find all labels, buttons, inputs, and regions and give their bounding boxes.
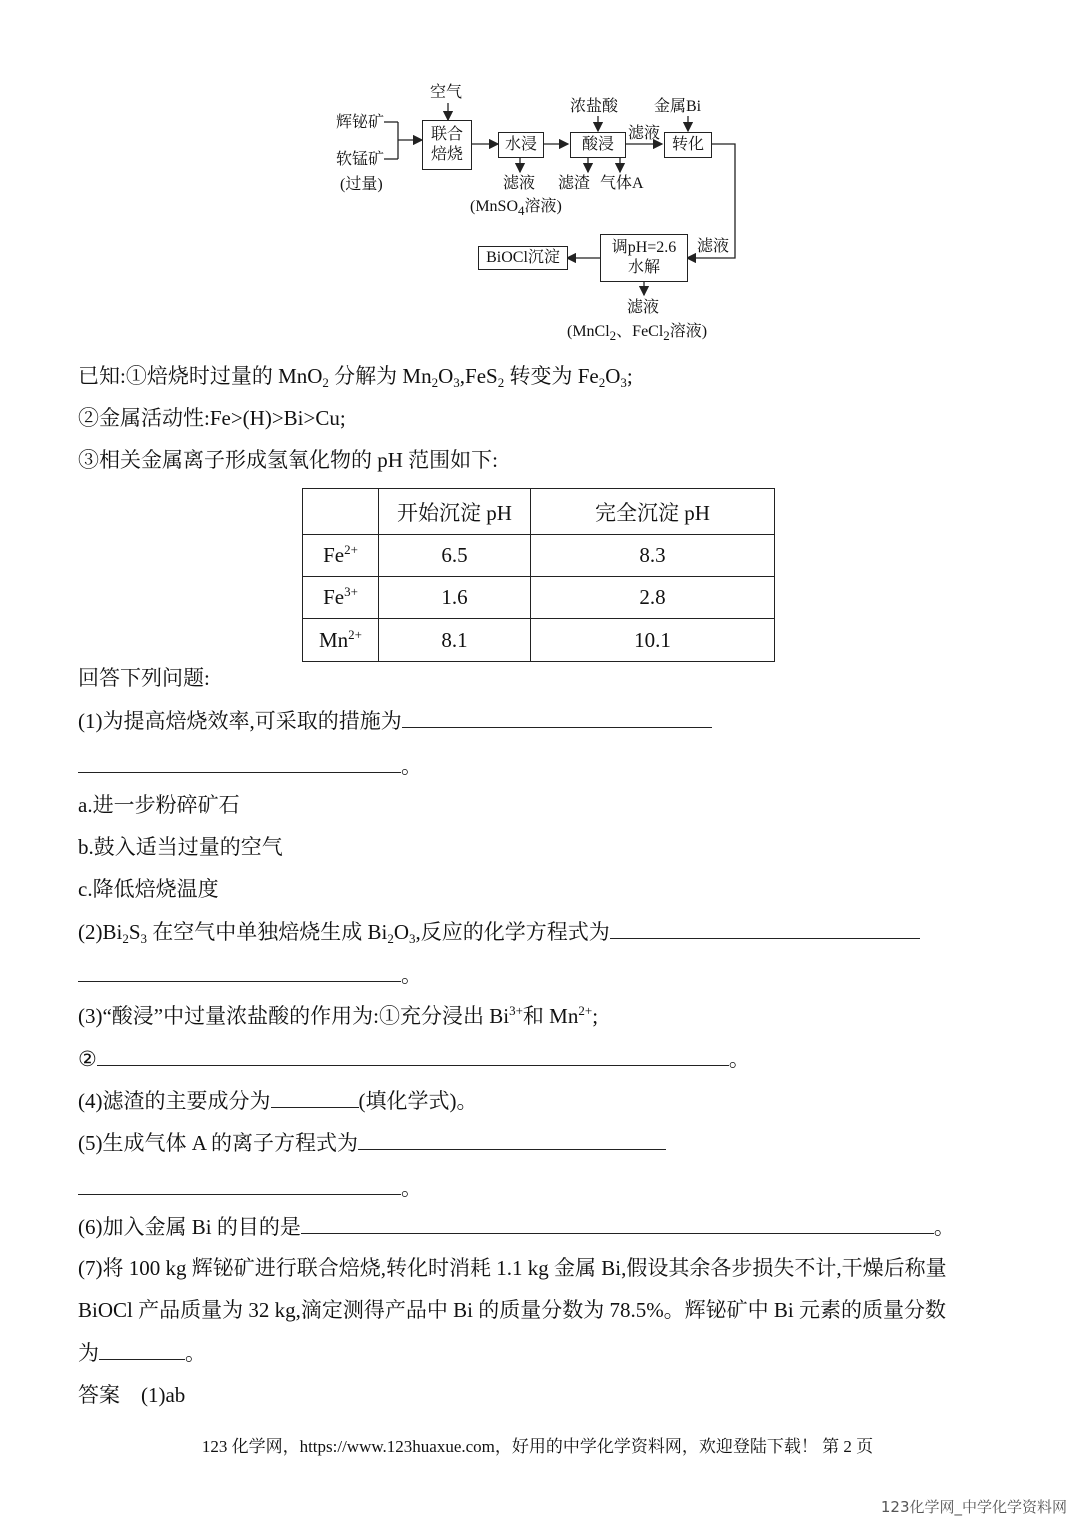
answer-blank[interactable]	[402, 707, 712, 728]
header-full-ph: 完全沉淀 pH	[531, 489, 775, 535]
start-ph-cell: 1.6	[379, 577, 531, 619]
answer-blank[interactable]	[78, 1174, 401, 1195]
watermark: 123化学网_中学化学资料网	[880, 1498, 1067, 1516]
answer-blank[interactable]	[358, 1129, 666, 1150]
biocl-product-box: BiOCl沉淀	[478, 246, 568, 270]
known-line-1: 已知:①焙烧时过量的 MnO$_2$ 分解为 $Mn_2O_3,FeS_2$ 转变为 $Fe_2O_3$;	[78, 364, 633, 390]
question-5: (5)生成气体 A 的离子方程式为	[78, 1129, 666, 1156]
known-line-2: ②金属活动性:Fe>(H)>Bi>Cu;	[78, 406, 346, 430]
process-flowchart	[330, 78, 750, 348]
final-filtrate-note: (MnCl$_2$、FeCl$_2$溶液)	[567, 323, 708, 343]
gas-a-label: 气体A	[600, 175, 644, 192]
table-row	[303, 619, 775, 662]
question-7-line3: 为 。	[78, 1341, 206, 1365]
answer-blank[interactable]	[78, 961, 401, 982]
roast-box-line1: 联合	[430, 126, 463, 143]
roast-box	[422, 120, 472, 170]
answer-blank[interactable]	[78, 752, 401, 773]
hydrolysis-line2: 水解	[627, 259, 660, 276]
full-ph-cell: 8.3	[531, 535, 775, 577]
known-line-3: ③相关金属离子形成氢氧化物的 pH 范围如下:	[78, 448, 498, 472]
question-7-line2: BiOCl 产品质量为 32 kg,滴定测得产品中 Bi 的质量分数为 78.5%。辉铋矿中 Bi 元素的质量分数	[78, 1298, 947, 1322]
water-leach-box: 水浸	[498, 132, 544, 158]
hydrolysis-line1: 调pH=2.6	[611, 239, 677, 256]
answer-blank[interactable]	[610, 918, 920, 939]
final-filtrate-label: 滤液	[627, 299, 660, 316]
question-2: $(2)Bi_2S_3$ 在空气中单独焙烧生成 $Bi_2O_3$,反应的化学方程式为	[78, 918, 920, 945]
hydrolysis-box	[600, 234, 688, 282]
residue-label: 滤渣	[558, 175, 591, 192]
ore-stibnite-label: 辉铋矿	[336, 114, 385, 131]
option-a: a.进一步粉碎矿石	[78, 793, 240, 817]
start-ph-cell: 8.1	[379, 619, 531, 662]
full-ph-cell: 2.8	[531, 577, 775, 619]
option-c: c.降低焙烧温度	[78, 877, 219, 901]
ore-pyrolusite-label: 软锰矿	[336, 151, 385, 168]
option-b: b.鼓入适当过量的空气	[78, 835, 283, 859]
roast-box-line2: 焙烧	[430, 146, 463, 163]
answer-blank[interactable]	[301, 1213, 934, 1234]
question-5-cont: 。	[78, 1174, 422, 1201]
question-1-cont: 。	[78, 752, 422, 779]
convert-filtrate-arrow-label: 滤液	[697, 238, 730, 255]
question-3-part2: ② 。	[78, 1047, 750, 1071]
mnso4-note: (MnSO$_4$溶液)	[470, 198, 562, 218]
ion-cell: $Fe^{3+}$	[303, 577, 379, 619]
ion-cell: $Mn^{2+}$	[303, 619, 379, 662]
water-filtrate-label: 滤液	[503, 175, 536, 192]
question-2-cont: 。	[78, 961, 422, 988]
answer-blank[interactable]	[271, 1087, 359, 1108]
start-ph-cell: 6.5	[379, 535, 531, 577]
answer-line: 答案 (1)ab	[78, 1383, 186, 1407]
answer-blank[interactable]	[97, 1045, 729, 1066]
question-1: (1)为提高焙烧效率,可采取的措施为	[78, 707, 712, 734]
question-4: (4)滤渣的主要成分为 (填化学式)。	[78, 1089, 478, 1113]
metal-bi-label: 金属Bi	[654, 98, 702, 115]
question-6: (6)加入金属 Bi 的目的是 。	[78, 1215, 955, 1239]
question-3: (3)“酸浸”中过量浓盐酸的作用为:①充分浸出 $Bi^{3+}$和 $Mn^{2+}$;	[78, 1003, 599, 1028]
header-start-ph: 开始沉淀 pH	[379, 489, 531, 535]
table-row	[303, 535, 775, 577]
question-7-line1: (7)将 100 kg 辉铋矿进行联合焙烧,转化时消耗 1.1 kg 金属 Bi,假设其余各步损失不计,干燥后称量	[78, 1256, 947, 1280]
ore-excess-note: (过量)	[340, 176, 383, 193]
table-corner-cell	[303, 489, 379, 535]
ion-cell: $Fe^{2+}$	[303, 535, 379, 577]
page-footer: 123 化学网，https://www.123huaxue.com，好用的中学化学资料网，欢迎登陆下载！ 第 2 页	[201, 1437, 874, 1456]
acid-filtrate-arrow-label: 滤液	[628, 125, 661, 142]
ph-table	[302, 488, 775, 662]
hcl-label: 浓盐酸	[570, 98, 619, 115]
questions-intro: 回答下列问题:	[78, 666, 210, 690]
full-ph-cell: 10.1	[531, 619, 775, 662]
acid-leach-box: 酸浸	[570, 132, 626, 158]
answer-blank[interactable]	[99, 1339, 185, 1360]
air-label: 空气	[430, 84, 463, 101]
convert-box: 转化	[664, 132, 712, 158]
table-header-row	[303, 489, 775, 535]
table-row	[303, 577, 775, 619]
